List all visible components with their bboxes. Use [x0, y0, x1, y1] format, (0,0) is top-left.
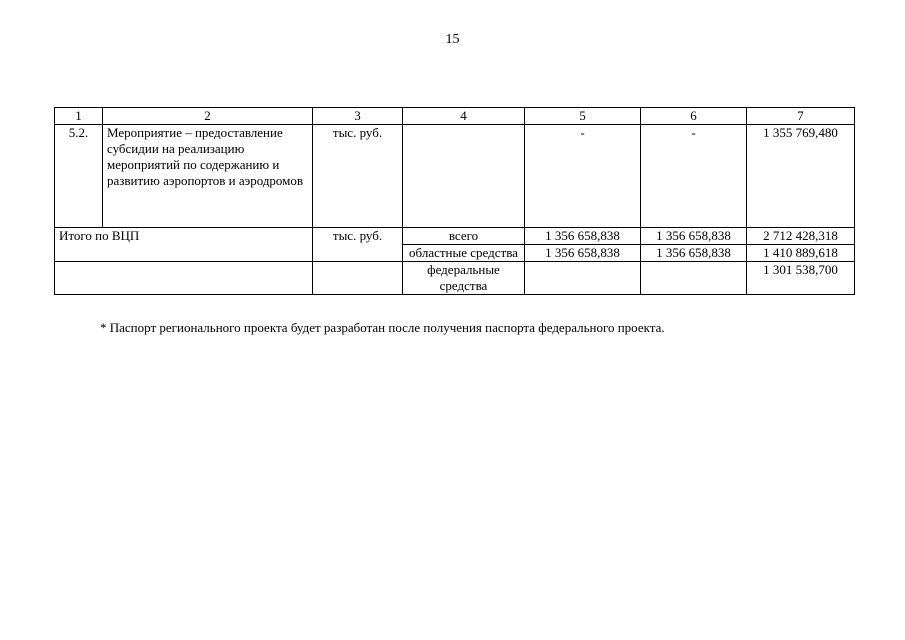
- header-row: [55, 108, 855, 125]
- page-number: 15: [445, 32, 460, 47]
- row-number-cell: 5.2.: [55, 125, 103, 228]
- budget-table: [54, 107, 855, 295]
- column-header-6: 6: [641, 108, 747, 125]
- column-header-4: 4: [403, 108, 525, 125]
- table-row-total-all: [55, 228, 855, 245]
- unit-cell: тыс. руб.: [313, 125, 403, 228]
- federal-col7-cell: 1 301 538,700: [747, 262, 855, 295]
- col6-cell: -: [641, 125, 747, 228]
- activity-name-cell: Мероприятие – предоставление субсидии на реализацию мероприятий по содержанию и развитию аэропортов и аэродромов: [103, 125, 313, 228]
- col7-cell: 1 355 769,480: [747, 125, 855, 228]
- regional-source-cell: областные средства: [403, 245, 525, 262]
- total-col7-cell: 2 712 428,318: [747, 228, 855, 245]
- table-row-federal: [55, 262, 855, 295]
- federal-source-cell: федеральные средства: [403, 262, 525, 295]
- regional-col6-cell: 1 356 658,838: [641, 245, 747, 262]
- column-header-2: 2: [103, 108, 313, 125]
- column-header-3: 3: [313, 108, 403, 125]
- column-header-5: 5: [525, 108, 641, 125]
- regional-col5-cell: 1 356 658,838: [525, 245, 641, 262]
- total-label-cell: Итого по ВЦП: [55, 228, 313, 262]
- col5-cell: -: [525, 125, 641, 228]
- federal-empty-cell: [55, 262, 313, 295]
- total-source-cell: всего: [403, 228, 525, 245]
- table-row-5-2: [55, 125, 855, 228]
- source-cell: [403, 125, 525, 228]
- footnote: * Паспорт регионального проекта будет разработан после получения паспорта федерального проекта.: [100, 320, 665, 335]
- total-col6-cell: 1 356 658,838: [641, 228, 747, 245]
- column-header-7: 7: [747, 108, 855, 125]
- federal-col6-cell: [641, 262, 747, 295]
- federal-unit-empty-cell: [313, 262, 403, 295]
- federal-col5-cell: [525, 262, 641, 295]
- total-col5-cell: 1 356 658,838: [525, 228, 641, 245]
- column-header-1: 1: [55, 108, 103, 125]
- total-unit-cell: тыс. руб.: [313, 228, 403, 262]
- regional-col7-cell: 1 410 889,618: [747, 245, 855, 262]
